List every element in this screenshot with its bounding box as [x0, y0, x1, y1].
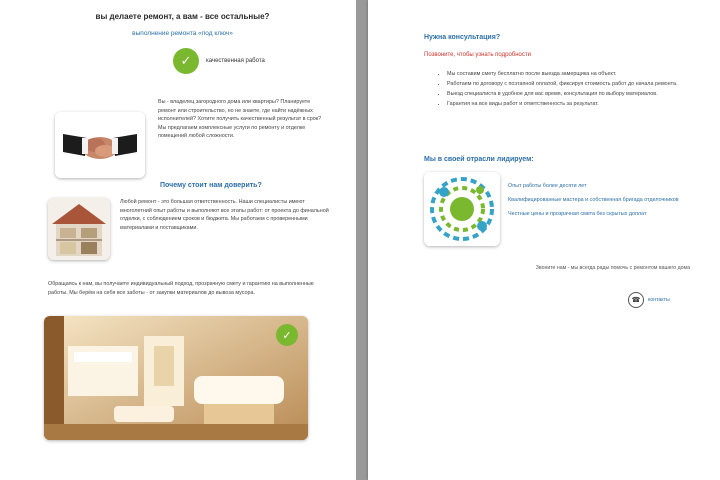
- house-icon: [48, 198, 110, 260]
- list-item: • Гарантия на все виды работ и ответственность за результат.: [447, 100, 702, 109]
- living-room-image: [44, 316, 308, 440]
- list-item: • Работаем по договору с поэтапной оплатой, фиксируя стоимость работ до начала ремонта.: [447, 80, 702, 89]
- page-gutter: [356, 0, 368, 480]
- document-page-left: [0, 0, 356, 480]
- leaders-heading: Мы в своей отрасли лидируем:: [424, 156, 534, 163]
- network-circles-icon: [424, 172, 500, 246]
- badge-row: [173, 48, 265, 74]
- page-title: вы делаете ремонт, а вам - все остальные?: [95, 12, 270, 21]
- interior-photo: [44, 316, 308, 440]
- intro-paragraph: Вы - владелец загородного дома или квартиры? Планируете ремонт или строительство, но не знаете, где найти надёжных исполнителей? Хотите получить качественный результат в срок? Мы предлагаем комплексные услуги по ремонту и отделке помещений любой сложности.: [158, 99, 322, 139]
- link-item[interactable]: Квалифицированные мастера и собственная бригада отделочников: [508, 197, 679, 203]
- footer-contact[interactable]: [628, 292, 670, 308]
- page-subtitle-link[interactable]: выполнение ремонта «под ключ»: [132, 30, 233, 37]
- house-cutaway-image: [48, 198, 110, 260]
- leaf-logo-icon: ✓: [173, 48, 199, 74]
- list-item: • Выезд специалиста в удобное для вас время, консультация по выбору материалов.: [447, 90, 702, 99]
- section-paragraph: Любой ремонт - это большая ответственность. Наши специалисты имеют многолетний опыт работы и выполняют все этапы работ: от проекта до финальной отделки, с соблюдением сроков и бюджета. Мы работаем с проверенными материалами и поставщиками.: [120, 199, 329, 231]
- consultation-heading: Нужна консультация?: [424, 34, 501, 41]
- handshake-image: [55, 112, 145, 178]
- link-item[interactable]: Честные цены и прозрачная смета без скрытых доплат: [508, 211, 647, 217]
- leaf-logo-icon: ✓: [276, 324, 298, 346]
- call-to-action-line: Позвоните, чтобы узнать подробности: [424, 52, 531, 58]
- list-item: • Мы составим смету бесплатно после выезда замерщика на объект.: [447, 70, 702, 79]
- footnote: Звоните нам - мы всегда рады помочь с ремонтом вашего дома: [535, 265, 690, 271]
- bottom-paragraph: Обращаясь к нам, вы получаете индивидуальный подход, прозрачную смету и гарантию на выполненные работы. Мы берём на себя все заботы - от закупки материалов до вывоза мусора.: [48, 281, 314, 296]
- footer-label[interactable]: контакты: [648, 297, 670, 303]
- section-heading: Почему стоит нам доверить?: [160, 182, 262, 189]
- badge-label: качественная работа: [206, 58, 265, 64]
- handshake-icon: [55, 112, 145, 178]
- network-graphic: [424, 172, 500, 246]
- phone-icon: ☎: [628, 292, 644, 308]
- benefits-list: [437, 70, 702, 110]
- link-item[interactable]: Опыт работы более десяти лет: [508, 183, 587, 189]
- leaders-links: [508, 182, 698, 224]
